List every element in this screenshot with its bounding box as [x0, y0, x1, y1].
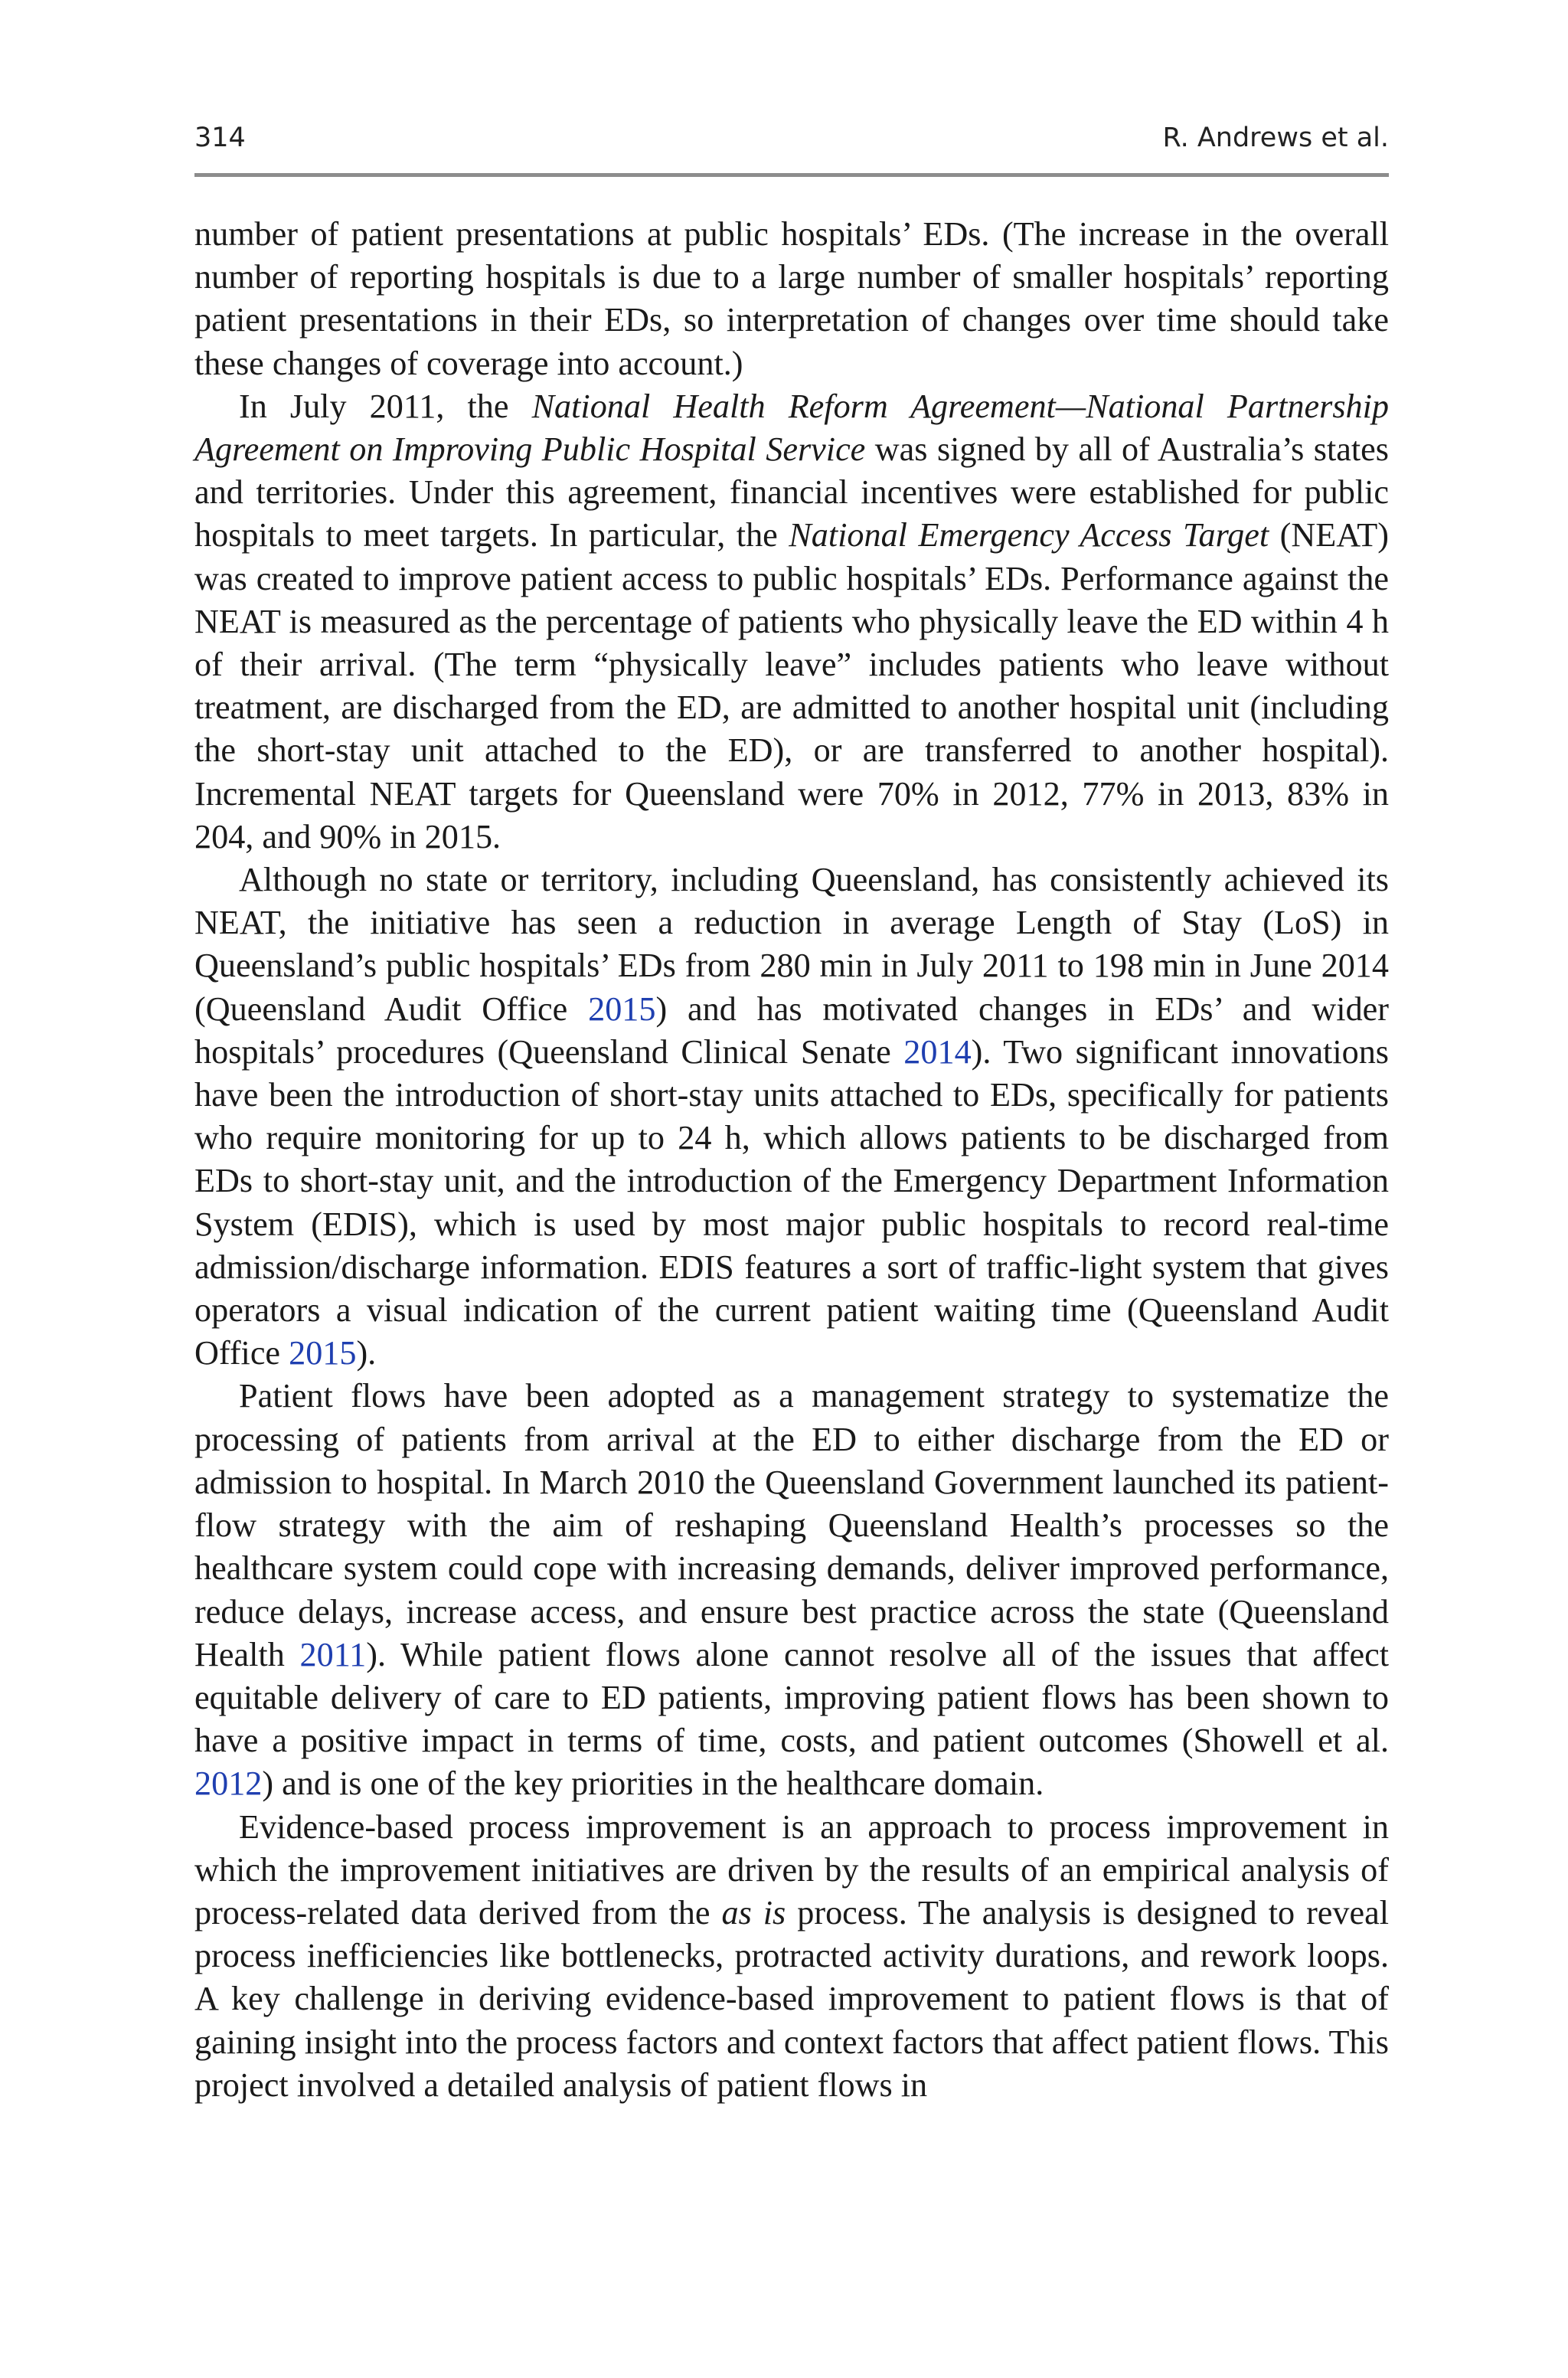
page-header — [194, 123, 1389, 168]
paragraph-2: In July 2011, the National Health Reform Agreement—National Partnership Agreement on Improving Public Hospital Service was signed by all of Australia’s states and territories. Under this agreement, financial incentives were established for public hospitals to meet targets. In particular, the National Emergency Access Target (NEAT) was created to improve patient access to public hospitals’ EDs. Performance against the NEAT is measured as the percentage of patients who physically leave the ED within 4 h of their arrival. (The term “physically leave” includes patients who leave without treatment, are discharged from the ED, are admitted to another hospital unit (including the short-stay unit attached to the ED), or are transferred to another hospital). Incremental NEAT targets for Queensland were 70% in 2012, 77% in 2013, 83% in 204, and 90% in 2015. — [194, 387, 1389, 855]
paragraph-1: number of patient presentations at public hospitals’ EDs. (The increase in the overall number of reporting hospitals is due to a large number of smaller hospitals’ reporting patient presentations in their EDs, so interpretation of changes over time should take these changes of coverage into account.) — [194, 215, 1389, 382]
citation-link[interactable]: 2014 — [903, 1032, 972, 1071]
paragraph-4: Patient flows have been adopted as a management strategy to systematize the processing of patients from arrival at the ED to either discharge from the ED or admission to hospital. In March 2010 the Queensland Government launched its patient-flow strategy with the aim of reshaping Queensland Health’s processes so the healthcare system could cope with increasing demands, deliver improved performance, reduce delays, increase access, and ensure best practice across the state (Queensland Health 2011). While patient flows alone cannot resolve all of the issues that affect equitable delivery of care to ED patients, improving patient flows has been shown to have a positive impact in terms of time, costs, and patient outcomes (Showell et al. 2012) and is one of the key priorities in the healthcare domain. — [194, 1377, 1389, 1803]
citation-link[interactable]: 2011 — [299, 1635, 367, 1673]
as-is-term: as is — [721, 1893, 786, 1932]
running-head: R. Andrews et al. — [1162, 123, 1389, 153]
citation-link[interactable]: 2012 — [194, 1765, 263, 1803]
paragraph-3: Although no state or territory, including Queensland, has consistently achieved its NEAT, the initiative has seen a reduction in average Length of Stay (LoS) in Queensland’s public hospitals’ EDs from 280 min in July 2011 to 198 min in June 2014 (Queensland Audit Office 2015) and has motivated changes in EDs’ and wider hospitals’ procedures (Queensland Clinical Senate 2014). Two significant innovations have been the introduction of short-stay units attached to EDs, specifically for patients who require monitoring for up to 24 h, which allows patients to be discharged from EDs to short-stay unit, and the introduction of the Emergency Department Information System (EDIS), which is used by most major public hospitals to record real-time admission/discharge information. EDIS features a sort of traffic-light system that gives operators a visual indication of the current patient waiting time (Queensland Audit Office 2015). — [194, 861, 1389, 1372]
citation-link[interactable]: 2015 — [289, 1334, 357, 1372]
body-text — [194, 213, 1389, 2107]
neat-title: National Emergency Access Target — [789, 516, 1269, 554]
citation-link[interactable]: 2015 — [588, 989, 656, 1028]
page-number: 314 — [194, 123, 246, 153]
header-rule — [194, 173, 1389, 177]
paragraph-5: Evidence-based process improvement is an approach to process improvement in which the improvement initiatives are driven by the results of an empirical analysis of process-related data derived from the as is process. The analysis is designed to reveal process inefficiencies like bottlenecks, protracted activity durations, and rework loops. A key challenge in deriving evidence-based improvement to patient flows is that of gaining insight into the process factors and context factors that affect patient flows. This project involved a detailed analysis of patient flows in — [194, 1807, 1389, 2104]
agreement-title: National Health Reform Agreement—National Partnership Agreement on Improving Public Hospital Service — [194, 387, 1389, 469]
